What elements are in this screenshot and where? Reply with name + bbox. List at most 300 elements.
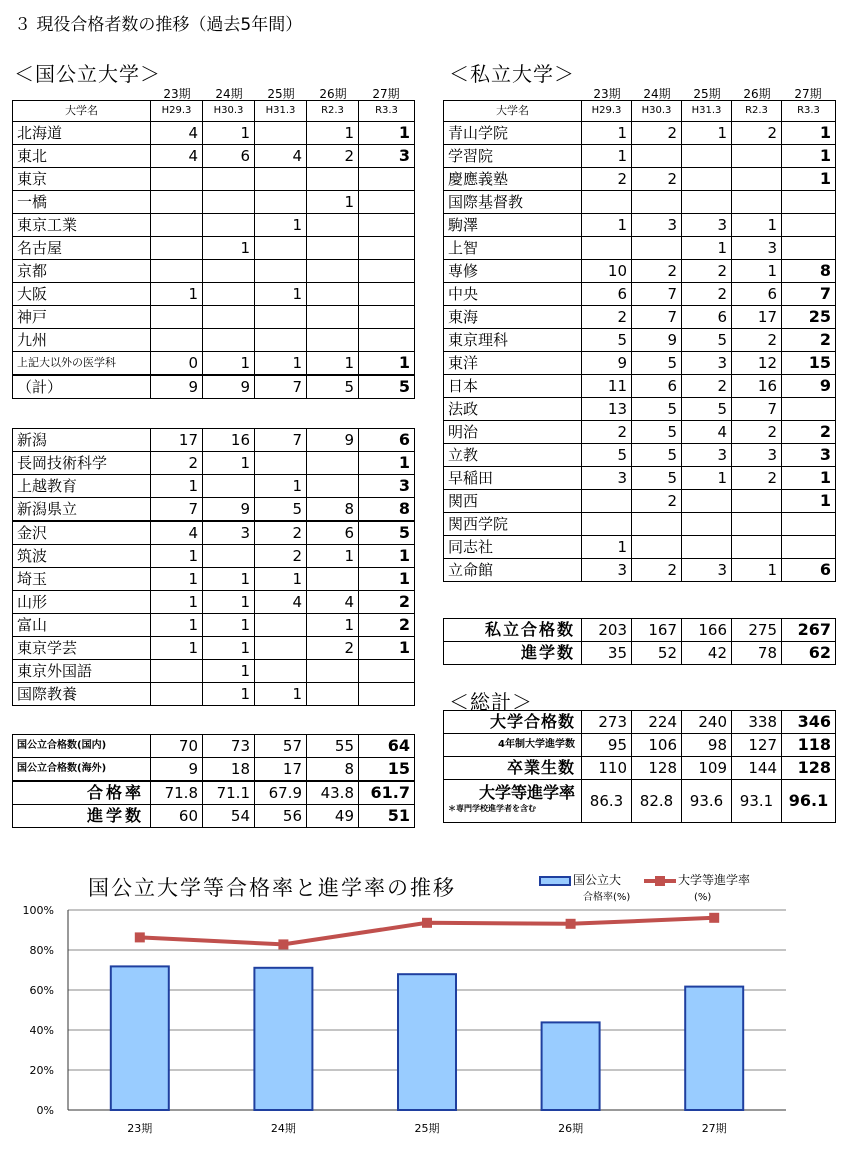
header-cell-date: H31.3	[255, 101, 307, 122]
summary-value: 17	[255, 758, 307, 782]
university-name: 国際教養	[13, 683, 151, 706]
count-cell: 3	[582, 559, 632, 582]
period-label: 26期	[743, 87, 771, 101]
total-label: 4年制大学進学数	[444, 734, 582, 757]
bar-rate	[254, 968, 312, 1110]
count-cell: 1	[582, 145, 632, 168]
legend-bar-label-2: 合格率(%)	[583, 892, 631, 903]
total-value: 346	[782, 711, 836, 734]
count-cell: 1	[782, 490, 836, 513]
count-cell	[151, 260, 203, 283]
summary-value: 49	[307, 805, 359, 828]
summary-value: 70	[151, 735, 203, 758]
legend-line-marker	[655, 876, 665, 886]
count-cell: 1	[359, 122, 415, 145]
bar-rate	[111, 966, 169, 1110]
table-row	[444, 237, 836, 260]
count-cell	[255, 452, 307, 475]
count-cell	[732, 191, 782, 214]
count-cell	[255, 191, 307, 214]
count-cell: 1	[359, 545, 415, 568]
count-cell: 1	[203, 614, 255, 637]
count-cell	[359, 660, 415, 683]
y-tick-label: 60%	[29, 984, 54, 997]
university-name: 大阪	[13, 283, 151, 306]
table-header-row	[444, 101, 836, 122]
count-cell	[782, 191, 836, 214]
header-cell-date: R3.3	[782, 101, 836, 122]
count-cell: 5	[359, 521, 415, 545]
count-cell: 2	[632, 559, 682, 582]
national-summary-table	[12, 734, 415, 828]
count-cell: 10	[582, 260, 632, 283]
count-cell: 7	[255, 375, 307, 399]
count-cell: 1	[203, 683, 255, 706]
national-heading: ＜国公立大学＞	[14, 62, 161, 86]
university-name: 青山学院	[444, 122, 582, 145]
count-cell: 1	[203, 352, 255, 376]
count-cell: 1	[307, 545, 359, 568]
count-cell: 1	[255, 283, 307, 306]
private-heading: ＜私立大学＞	[449, 62, 575, 86]
summary-label: 私立合格数	[444, 619, 582, 642]
count-cell: 9	[782, 375, 836, 398]
header-cell-date: H30.3	[203, 101, 255, 122]
count-cell	[151, 168, 203, 191]
university-name: 金沢	[13, 521, 151, 545]
x-tick-label: 24期	[270, 1122, 296, 1135]
count-cell: 1	[307, 122, 359, 145]
count-cell: 4	[255, 145, 307, 168]
table-row	[444, 559, 836, 582]
count-cell: 1	[732, 260, 782, 283]
count-cell	[255, 168, 307, 191]
university-name: 一橋	[13, 191, 151, 214]
legend-line-label: 大学等進学率	[678, 873, 751, 887]
count-cell: 2	[732, 421, 782, 444]
count-cell: 6	[203, 145, 255, 168]
summary-value: 64	[359, 735, 415, 758]
period-label: 27期	[794, 87, 822, 101]
count-cell: 1	[203, 637, 255, 660]
count-cell	[359, 214, 415, 237]
count-cell: 12	[732, 352, 782, 375]
count-cell: 4	[151, 145, 203, 168]
summary-value: 35	[582, 642, 632, 665]
university-name: 東北	[13, 145, 151, 168]
count-cell	[682, 145, 732, 168]
table-row	[444, 306, 836, 329]
university-name: 上智	[444, 237, 582, 260]
table-row	[13, 122, 415, 145]
summary-row	[13, 758, 415, 782]
total-value: 106	[632, 734, 682, 757]
count-cell: 1	[255, 683, 307, 706]
university-name: 山形	[13, 591, 151, 614]
count-cell	[782, 237, 836, 260]
table-row	[13, 145, 415, 168]
count-cell: 2	[151, 452, 203, 475]
count-cell: 1	[682, 237, 732, 260]
count-cell: 1	[682, 467, 732, 490]
period-label: 27期	[372, 87, 400, 101]
count-cell	[255, 329, 307, 352]
university-name: 同志社	[444, 536, 582, 559]
university-name: 東京外国語	[13, 660, 151, 683]
count-cell: 1	[732, 214, 782, 237]
table-row	[444, 122, 836, 145]
total-value: 128	[782, 757, 836, 780]
university-name: 法政	[444, 398, 582, 421]
count-cell: 1	[203, 452, 255, 475]
count-cell: 7	[255, 429, 307, 452]
count-cell	[732, 168, 782, 191]
total-heading: ＜総計＞	[449, 690, 533, 714]
summary-row	[13, 735, 415, 758]
count-cell: 17	[732, 306, 782, 329]
table-row	[13, 352, 415, 376]
period-label: 23期	[593, 87, 621, 101]
total-value: 128	[632, 757, 682, 780]
count-cell	[203, 168, 255, 191]
count-cell: 7	[782, 283, 836, 306]
count-cell: 1	[151, 637, 203, 660]
count-cell: 5	[632, 398, 682, 421]
table-row	[444, 168, 836, 191]
count-cell	[359, 260, 415, 283]
count-cell: 6	[359, 429, 415, 452]
chart-title: 国公立大学等合格率と進学率の推移	[88, 876, 456, 900]
total-rate-row	[444, 780, 836, 823]
count-cell	[732, 490, 782, 513]
count-cell: 1	[782, 145, 836, 168]
count-cell	[203, 214, 255, 237]
count-cell: 3	[682, 559, 732, 582]
university-name: 日本	[444, 375, 582, 398]
count-cell: 6	[582, 283, 632, 306]
table-row	[13, 498, 415, 522]
count-cell: 4	[255, 591, 307, 614]
count-cell: 2	[682, 260, 732, 283]
count-cell: 6	[307, 521, 359, 545]
count-cell	[359, 168, 415, 191]
table-row	[444, 145, 836, 168]
summary-value: 9	[151, 758, 203, 782]
count-cell	[307, 683, 359, 706]
summary-value: 54	[203, 805, 255, 828]
university-name: 北海道	[13, 122, 151, 145]
count-cell	[203, 329, 255, 352]
count-cell	[582, 513, 632, 536]
count-cell	[782, 214, 836, 237]
count-cell: 2	[632, 122, 682, 145]
table-row	[13, 283, 415, 306]
count-cell: 5	[632, 352, 682, 375]
count-cell	[632, 191, 682, 214]
national-table-regional	[12, 428, 415, 706]
count-cell	[203, 260, 255, 283]
count-cell: 9	[307, 429, 359, 452]
table-row	[444, 352, 836, 375]
count-cell	[359, 329, 415, 352]
line-point	[278, 939, 288, 949]
rate-value: 93.6	[682, 780, 732, 823]
legend-bar-swatch	[540, 877, 570, 885]
table-row	[444, 421, 836, 444]
rate-chart	[0, 860, 851, 1154]
count-cell: 5	[632, 467, 682, 490]
total-label: 卒業生数	[444, 757, 582, 780]
count-cell: 3	[359, 475, 415, 498]
count-cell	[203, 545, 255, 568]
table-row	[13, 191, 415, 214]
university-name: （計）	[13, 375, 151, 399]
count-cell	[359, 683, 415, 706]
count-cell: 1	[151, 591, 203, 614]
university-name: 東京	[13, 168, 151, 191]
university-name: 立教	[444, 444, 582, 467]
university-name: 東海	[444, 306, 582, 329]
summary-value: 57	[255, 735, 307, 758]
count-cell	[632, 237, 682, 260]
total-label: 大学合格数	[444, 711, 582, 734]
count-cell: 5	[582, 329, 632, 352]
count-cell: 3	[203, 521, 255, 545]
count-cell	[255, 306, 307, 329]
count-cell: 5	[307, 375, 359, 399]
count-cell: 1	[582, 536, 632, 559]
summary-value: 43.8	[307, 781, 359, 805]
count-cell: 1	[151, 614, 203, 637]
count-cell	[359, 237, 415, 260]
count-cell	[255, 122, 307, 145]
summary-value: 56	[255, 805, 307, 828]
header-cell-name: 大学名	[13, 101, 151, 122]
period-label: 24期	[643, 87, 671, 101]
count-cell: 2	[582, 168, 632, 191]
university-name: 京都	[13, 260, 151, 283]
count-cell: 1	[151, 475, 203, 498]
count-cell: 6	[732, 283, 782, 306]
count-cell	[582, 191, 632, 214]
count-cell: 5	[682, 398, 732, 421]
count-cell: 3	[582, 467, 632, 490]
header-cell-date: R2.3	[732, 101, 782, 122]
count-cell: 15	[782, 352, 836, 375]
table-row	[13, 168, 415, 191]
x-tick-label: 26期	[558, 1122, 584, 1135]
header-cell-date: H30.3	[632, 101, 682, 122]
summary-value: 42	[682, 642, 732, 665]
table-row	[13, 591, 415, 614]
rate-value: 86.3	[582, 780, 632, 823]
total-value: 224	[632, 711, 682, 734]
summary-label: 進学数	[13, 805, 151, 828]
table-row	[13, 237, 415, 260]
count-cell: 0	[151, 352, 203, 376]
count-cell: 3	[732, 444, 782, 467]
y-tick-label: 20%	[29, 1064, 54, 1077]
table-row	[13, 475, 415, 498]
header-cell-date: R2.3	[307, 101, 359, 122]
count-cell: 3	[682, 352, 732, 375]
summary-value: 71.1	[203, 781, 255, 805]
count-cell: 3	[359, 145, 415, 168]
table-row	[444, 375, 836, 398]
university-name: 東洋	[444, 352, 582, 375]
count-cell: 2	[307, 637, 359, 660]
count-cell	[203, 191, 255, 214]
count-cell: 1	[582, 214, 632, 237]
bar-rate	[398, 974, 456, 1110]
count-cell	[255, 260, 307, 283]
count-cell: 1	[255, 568, 307, 591]
university-name: 東京学芸	[13, 637, 151, 660]
university-name: 関西学院	[444, 513, 582, 536]
line-point	[566, 919, 576, 929]
total-row	[444, 757, 836, 780]
count-cell: 2	[682, 375, 732, 398]
total-value: 95	[582, 734, 632, 757]
count-cell	[682, 513, 732, 536]
table-row	[444, 444, 836, 467]
count-cell	[203, 283, 255, 306]
table-row	[13, 306, 415, 329]
count-cell: 7	[632, 283, 682, 306]
x-tick-label: 25期	[414, 1122, 440, 1135]
header-cell-date: R3.3	[359, 101, 415, 122]
x-tick-label: 23期	[127, 1122, 153, 1135]
summary-label: 進学数	[444, 642, 582, 665]
count-cell: 6	[782, 559, 836, 582]
university-name: 中央	[444, 283, 582, 306]
count-cell: 1	[307, 352, 359, 376]
count-cell: 9	[203, 375, 255, 399]
total-value: 109	[682, 757, 732, 780]
rate-label: 大学等進学率	[478, 783, 575, 802]
total-value: 127	[732, 734, 782, 757]
count-cell: 2	[632, 168, 682, 191]
national-table-main	[12, 100, 415, 399]
count-cell: 11	[582, 375, 632, 398]
count-cell: 2	[255, 545, 307, 568]
y-tick-label: 40%	[29, 1024, 54, 1037]
line-point	[709, 913, 719, 923]
table-row	[444, 398, 836, 421]
count-cell: 3	[682, 444, 732, 467]
y-tick-label: 0%	[36, 1104, 54, 1117]
period-label: 25期	[267, 87, 295, 101]
university-name: 神戸	[13, 306, 151, 329]
line-point	[135, 932, 145, 942]
page-title: ３ 現役合格者数の推移（過去5年間）	[14, 15, 303, 35]
count-cell: 1	[307, 191, 359, 214]
count-cell: 8	[782, 260, 836, 283]
summary-value: 60	[151, 805, 203, 828]
count-cell: 1	[359, 568, 415, 591]
count-cell: 8	[307, 498, 359, 522]
table-row	[444, 260, 836, 283]
university-name: 埼玉	[13, 568, 151, 591]
rate-value: 96.1	[782, 780, 836, 823]
summary-value: 55	[307, 735, 359, 758]
count-cell	[582, 490, 632, 513]
private-summary-table	[443, 618, 836, 665]
count-cell: 1	[782, 122, 836, 145]
summary-value: 52	[632, 642, 682, 665]
summary-value: 73	[203, 735, 255, 758]
table-row	[13, 660, 415, 683]
table-row	[13, 545, 415, 568]
summary-row	[444, 619, 836, 642]
table-row	[13, 683, 415, 706]
table-row	[444, 214, 836, 237]
count-cell: 1	[255, 214, 307, 237]
count-cell: 1	[203, 568, 255, 591]
count-cell	[307, 475, 359, 498]
summary-value: 167	[632, 619, 682, 642]
count-cell	[682, 536, 732, 559]
table-row	[444, 467, 836, 490]
count-cell	[151, 683, 203, 706]
count-cell	[582, 237, 632, 260]
count-cell: 2	[732, 329, 782, 352]
university-name: 長岡技術科学	[13, 452, 151, 475]
university-name: 専修	[444, 260, 582, 283]
y-tick-label: 80%	[29, 944, 54, 957]
count-cell: 2	[359, 591, 415, 614]
bar-rate	[542, 1022, 600, 1110]
legend-line-label-2: (%)	[694, 892, 712, 903]
count-cell: 5	[255, 498, 307, 522]
count-cell: 5	[682, 329, 732, 352]
table-row	[13, 637, 415, 660]
total-row	[444, 734, 836, 757]
count-cell	[307, 237, 359, 260]
count-cell	[359, 191, 415, 214]
count-cell	[307, 283, 359, 306]
count-cell: 2	[732, 122, 782, 145]
count-cell	[255, 637, 307, 660]
table-header-row	[13, 101, 415, 122]
count-cell	[307, 168, 359, 191]
period-label: 25期	[693, 87, 721, 101]
count-cell: 3	[632, 214, 682, 237]
header-cell-date: H29.3	[151, 101, 203, 122]
total-value: 240	[682, 711, 732, 734]
count-cell	[632, 536, 682, 559]
count-cell	[682, 191, 732, 214]
private-table	[443, 100, 836, 582]
summary-label: 合格率	[13, 781, 151, 805]
university-name: 早稲田	[444, 467, 582, 490]
summary-value: 15	[359, 758, 415, 782]
total-value: 98	[682, 734, 732, 757]
university-name: 名古屋	[13, 237, 151, 260]
count-cell: 1	[582, 122, 632, 145]
count-cell	[151, 191, 203, 214]
count-cell	[359, 283, 415, 306]
university-name: 学習院	[444, 145, 582, 168]
total-value: 118	[782, 734, 836, 757]
count-cell	[782, 536, 836, 559]
count-cell: 4	[307, 591, 359, 614]
total-value: 110	[582, 757, 632, 780]
count-cell	[203, 475, 255, 498]
summary-value: 78	[732, 642, 782, 665]
bar-rate	[685, 987, 743, 1110]
y-tick-label: 100%	[22, 904, 54, 917]
